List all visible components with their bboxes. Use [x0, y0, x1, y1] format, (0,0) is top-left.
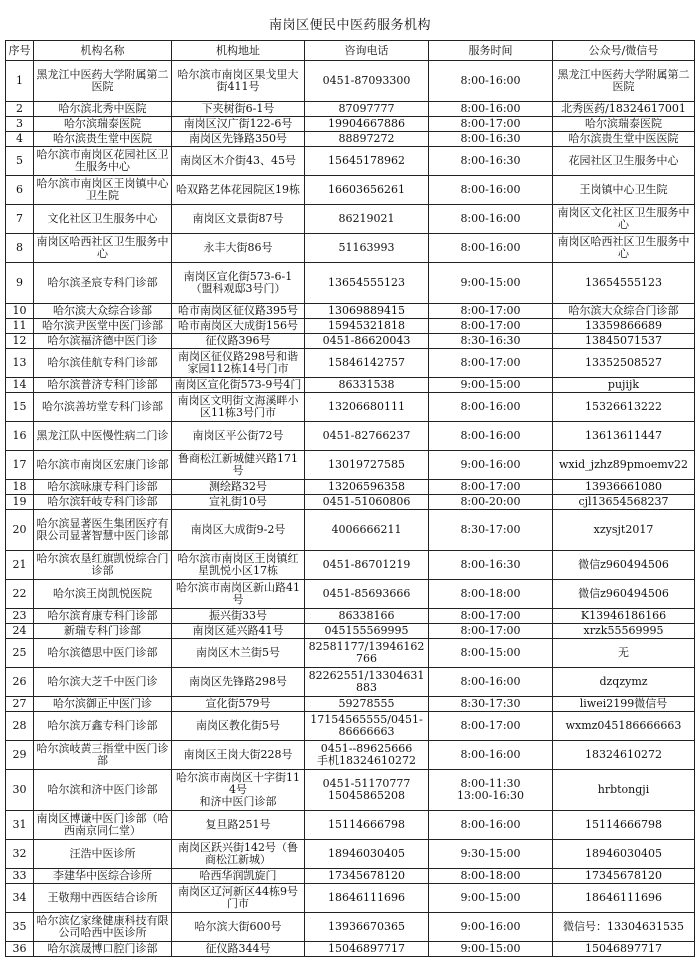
cell-address: 哈市南岗区大成街156号 — [172, 319, 305, 334]
cell-index: 19 — [6, 495, 34, 510]
cell-hours: 9:00-15:00 — [429, 942, 553, 957]
cell-address: 南岗区木兰街5号 — [172, 639, 305, 668]
cell-phone: 88897272 — [305, 132, 429, 147]
cell-phone: 13206680111 — [305, 393, 429, 422]
cell-index: 4 — [6, 132, 34, 147]
cell-index: 1 — [6, 61, 34, 102]
cell-name: 哈尔滨王岗凯悦医院 — [34, 580, 172, 609]
cell-hours: 8:00-17:00 — [429, 349, 553, 378]
cell-index: 32 — [6, 840, 34, 869]
cell-address: 征仪路396号 — [172, 334, 305, 349]
header-index: 序号 — [6, 41, 34, 61]
cell-address: 哈双路艺体花园院区19栋 — [172, 176, 305, 205]
cell-name: 哈尔滨岐黄三指堂中医门诊部 — [34, 741, 172, 770]
cell-wechat: 18324610272 — [553, 741, 695, 770]
cell-hours: 8:00-16:00 — [429, 393, 553, 422]
cell-name: 汪浩中医诊所 — [34, 840, 172, 869]
cell-index: 30 — [6, 770, 34, 811]
cell-wechat: 15326613222 — [553, 393, 695, 422]
table-row — [6, 712, 695, 741]
cell-index: 34 — [6, 884, 34, 913]
cell-hours: 8:00-16:30 — [429, 132, 553, 147]
cell-wechat: liwei2199微信号 — [553, 697, 695, 712]
cell-phone: 87097777 — [305, 102, 429, 117]
cell-hours: 8:00-16:00 — [429, 234, 553, 263]
cell-wechat: wxmz045186666663 — [553, 712, 695, 741]
cell-hours: 8:00-16:00 — [429, 422, 553, 451]
cell-index: 8 — [6, 234, 34, 263]
cell-address: 振兴街33号 — [172, 609, 305, 624]
cell-index: 10 — [6, 304, 34, 319]
cell-phone: 18646111696 — [305, 884, 429, 913]
cell-address: 哈西华润凯旋门 — [172, 869, 305, 884]
table-row — [6, 510, 695, 551]
header-phone: 咨询电话 — [305, 41, 429, 61]
cell-hours: 8:00-17:00 — [429, 609, 553, 624]
cell-address: 哈尔滨市南岗区果戈里大街411号 — [172, 61, 305, 102]
cell-phone: 15114666798 — [305, 811, 429, 840]
table-row — [6, 942, 695, 957]
cell-phone: 4006666211 — [305, 510, 429, 551]
cell-name: 王敬翔中西医结合诊所 — [34, 884, 172, 913]
cell-hours: 8:00-17:00 — [429, 712, 553, 741]
table-row — [6, 697, 695, 712]
cell-hours: 8:00-17:00 — [429, 624, 553, 639]
cell-wechat: 13613611447 — [553, 422, 695, 451]
cell-address: 南岗区木介街43、45号 — [172, 147, 305, 176]
header-name: 机构名称 — [34, 41, 172, 61]
table-row — [6, 639, 695, 668]
cell-index: 16 — [6, 422, 34, 451]
cell-wechat: 黑龙江中医药大学附属第二医院 — [553, 61, 695, 102]
cell-address: 南岗区延兴路41号 — [172, 624, 305, 639]
cell-phone: 51163993 — [305, 234, 429, 263]
cell-wechat: 南岗区哈西社区卫生服务中心 — [553, 234, 695, 263]
cell-wechat: 哈尔滨大众综合门诊部 — [553, 304, 695, 319]
table-row — [6, 263, 695, 304]
cell-phone: 13206596358 — [305, 480, 429, 495]
cell-name: 哈尔滨晟博口腔门诊部 — [34, 942, 172, 957]
table-header-row — [6, 41, 695, 61]
cell-hours: 8:00-15:00 — [429, 639, 553, 668]
cell-address: 哈尔滨市南岗区王岗镇红星凯悦小区17栋 — [172, 551, 305, 580]
cell-name: 李建华中医综合诊所 — [34, 869, 172, 884]
table-row — [6, 378, 695, 393]
cell-name: 文化社区卫生服务中心 — [34, 205, 172, 234]
cell-name: 哈尔滨咏康专科门诊部 — [34, 480, 172, 495]
cell-address: 哈市南岗区征仪路395号 — [172, 304, 305, 319]
cell-name: 哈尔滨德思中医门诊部 — [34, 639, 172, 668]
cell-index: 23 — [6, 609, 34, 624]
cell-index: 3 — [6, 117, 34, 132]
cell-phone: 0451-86620043 — [305, 334, 429, 349]
table-row — [6, 147, 695, 176]
table-row — [6, 234, 695, 263]
cell-address: 南岗区征仪路298号和谐家园112栋14号门市 — [172, 349, 305, 378]
table-row — [6, 580, 695, 609]
cell-name: 哈尔滨瑞泰医院 — [34, 117, 172, 132]
table-body — [6, 61, 695, 957]
cell-name: 哈尔滨农垦红旗凯悦综合门诊部 — [34, 551, 172, 580]
cell-phone: 19904667886 — [305, 117, 429, 132]
cell-index: 21 — [6, 551, 34, 580]
table-row — [6, 811, 695, 840]
table-row — [6, 884, 695, 913]
cell-name: 哈尔滨市南岗区花园社区卫生服务中心 — [34, 147, 172, 176]
cell-name: 新瑞专科门诊部 — [34, 624, 172, 639]
table-row — [6, 61, 695, 102]
cell-phone: 15945321818 — [305, 319, 429, 334]
cell-wechat: 哈尔滨贵生堂中医医院 — [553, 132, 695, 147]
header-address: 机构地址 — [172, 41, 305, 61]
cell-hours: 8:00-16:30 — [429, 551, 553, 580]
table-row — [6, 451, 695, 480]
cell-address: 南岗区辽河新区44栋9号门市 — [172, 884, 305, 913]
cell-phone: 13654555123 — [305, 263, 429, 304]
cell-index: 13 — [6, 349, 34, 378]
cell-phone: 86219021 — [305, 205, 429, 234]
cell-phone: 17154565555/0451-86666663 — [305, 712, 429, 741]
cell-phone: 15046897717 — [305, 942, 429, 957]
cell-phone: 82581177/13946162766 — [305, 639, 429, 668]
cell-phone: 0451-82766237 — [305, 422, 429, 451]
cell-address: 南岗区大成街9-2号 — [172, 510, 305, 551]
table-row — [6, 609, 695, 624]
cell-index: 28 — [6, 712, 34, 741]
cell-address: 南岗区平公街72号 — [172, 422, 305, 451]
cell-hours: 8:00-17:00 — [429, 480, 553, 495]
table-row — [6, 480, 695, 495]
cell-name: 哈尔滨市南岗区王岗镇中心卫生院 — [34, 176, 172, 205]
cell-wechat: 13352508527 — [553, 349, 695, 378]
cell-wechat: 北秀医药/18324617001 — [553, 102, 695, 117]
cell-address: 征仪路344号 — [172, 942, 305, 957]
cell-name: 哈尔滨亿家缘健康科技有限公司哈西中医诊所 — [34, 913, 172, 942]
cell-wechat: 哈尔滨瑞泰医院 — [553, 117, 695, 132]
cell-phone: 0451-87093300 — [305, 61, 429, 102]
cell-address: 南岗区文景街87号 — [172, 205, 305, 234]
table-row — [6, 102, 695, 117]
cell-index: 9 — [6, 263, 34, 304]
cell-index: 33 — [6, 869, 34, 884]
cell-index: 31 — [6, 811, 34, 840]
cell-hours: 8:00-16:00 — [429, 668, 553, 697]
cell-phone: 0451-85693666 — [305, 580, 429, 609]
cell-name: 南岗区哈西社区卫生服务中心 — [34, 234, 172, 263]
cell-address: 南岗区文明街文海溪畔小区11栋3号门市 — [172, 393, 305, 422]
cell-phone: 15645178962 — [305, 147, 429, 176]
table-row — [6, 551, 695, 580]
cell-name: 哈尔滨大芝千中医门诊 — [34, 668, 172, 697]
cell-address: 南岗区教化街5号 — [172, 712, 305, 741]
cell-index: 26 — [6, 668, 34, 697]
cell-wechat: 13845071537 — [553, 334, 695, 349]
table-row — [6, 913, 695, 942]
cell-index: 25 — [6, 639, 34, 668]
table-row — [6, 176, 695, 205]
cell-phone: 16603656261 — [305, 176, 429, 205]
cell-address: 复旦路251号 — [172, 811, 305, 840]
cell-wechat: dzqzymz — [553, 668, 695, 697]
cell-hours: 8:00-16:30 — [429, 147, 553, 176]
cell-address: 南岗区王岗大街228号 — [172, 741, 305, 770]
cell-wechat: 18946030405 — [553, 840, 695, 869]
cell-hours: 8:00-16:00 — [429, 205, 553, 234]
cell-hours: 9:00-15:00 — [429, 263, 553, 304]
table-row — [6, 495, 695, 510]
cell-phone: 59278555 — [305, 697, 429, 712]
table-row — [6, 770, 695, 811]
cell-index: 5 — [6, 147, 34, 176]
cell-address: 宣化街579号 — [172, 697, 305, 712]
cell-index: 36 — [6, 942, 34, 957]
cell-index: 18 — [6, 480, 34, 495]
table-row — [6, 205, 695, 234]
cell-index: 29 — [6, 741, 34, 770]
cell-index: 7 — [6, 205, 34, 234]
cell-phone: 13019727585 — [305, 451, 429, 480]
cell-name: 黑龙江队中医慢性病二门诊 — [34, 422, 172, 451]
cell-hours: 9:00-16:00 — [429, 451, 553, 480]
cell-phone: 13069889415 — [305, 304, 429, 319]
table-row — [6, 117, 695, 132]
cell-address: 南岗区宣化街573-6-1 （盟科观邸3号门） — [172, 263, 305, 304]
cell-phone: 86338166 — [305, 609, 429, 624]
cell-wechat: pujijk — [553, 378, 695, 393]
cell-name: 哈尔滨佳航专科门诊部 — [34, 349, 172, 378]
cell-name: 南岗区博谦中医门诊部（哈西南京同仁堂） — [34, 811, 172, 840]
cell-address: 测绘路32号 — [172, 480, 305, 495]
cell-index: 2 — [6, 102, 34, 117]
cell-phone: 045155569995 — [305, 624, 429, 639]
cell-wechat: 13936661080 — [553, 480, 695, 495]
cell-hours: 8:00-16:00 — [429, 741, 553, 770]
cell-phone: 17345678120 — [305, 869, 429, 884]
cell-wechat: 微信z960494506 — [553, 580, 695, 609]
cell-name: 哈尔滨轩岐专科门诊部 — [34, 495, 172, 510]
cell-name: 哈尔滨普济专科门诊部 — [34, 378, 172, 393]
cell-address: 南岗区先锋路298号 — [172, 668, 305, 697]
header-hours: 服务时间 — [429, 41, 553, 61]
page-title: 南岗区便民中医药服务机构 — [268, 18, 431, 33]
cell-address: 永丰大街86号 — [172, 234, 305, 263]
cell-index: 12 — [6, 334, 34, 349]
cell-name: 哈尔滨育康专科门诊部 — [34, 609, 172, 624]
cell-name: 哈尔滨大众综合诊部 — [34, 304, 172, 319]
cell-hours: 8:00-11:30 13:00-16:30 — [429, 770, 553, 811]
table-row — [6, 869, 695, 884]
cell-wechat: cjl13654568237 — [553, 495, 695, 510]
cell-address: 南岗区汉广街122-6号 — [172, 117, 305, 132]
cell-index: 14 — [6, 378, 34, 393]
cell-name: 哈尔滨圣宸专科门诊部 — [34, 263, 172, 304]
cell-hours: 9:00-16:00 — [429, 913, 553, 942]
cell-index: 22 — [6, 580, 34, 609]
cell-wechat: 13654555123 — [553, 263, 695, 304]
cell-hours: 8:30-16:30 — [429, 334, 553, 349]
header-wechat: 公众号/微信号 — [553, 41, 695, 61]
cell-wechat: hrbtongji — [553, 770, 695, 811]
cell-name: 哈尔滨显著医生集团医疗有限公司显著智慧中医门诊部 — [34, 510, 172, 551]
cell-hours: 9:30-15:00 — [429, 840, 553, 869]
cell-wechat: wxid_jzhz89pmoemv22 — [553, 451, 695, 480]
table-row — [6, 304, 695, 319]
cell-hours: 8:00-18:00 — [429, 869, 553, 884]
cell-hours: 9:00-15:00 — [429, 378, 553, 393]
cell-phone: 82262551/13304631883 — [305, 668, 429, 697]
table-row — [6, 349, 695, 378]
table-row — [6, 334, 695, 349]
cell-index: 6 — [6, 176, 34, 205]
cell-phone: 0451-51060806 — [305, 495, 429, 510]
cell-wechat: K13946186166 — [553, 609, 695, 624]
cell-address: 哈尔滨市南岗区十字街114号 和济中医门诊部 — [172, 770, 305, 811]
cell-hours: 8:30-17:30 — [429, 697, 553, 712]
cell-hours: 8:00-17:00 — [429, 304, 553, 319]
cell-hours: 8:00-16:00 — [429, 811, 553, 840]
table-row — [6, 741, 695, 770]
cell-wechat: xzysjt2017 — [553, 510, 695, 551]
cell-index: 24 — [6, 624, 34, 639]
cell-name: 哈尔滨北秀中医院 — [34, 102, 172, 117]
table-row — [6, 668, 695, 697]
cell-address: 下夹树街6-1号 — [172, 102, 305, 117]
cell-index: 27 — [6, 697, 34, 712]
cell-wechat: 18646111696 — [553, 884, 695, 913]
cell-address: 南岗区宣化街573-9号4门 — [172, 378, 305, 393]
cell-name: 哈尔滨善坊堂专科门诊部 — [34, 393, 172, 422]
cell-wechat: 无 — [553, 639, 695, 668]
cell-hours: 8:00-17:00 — [429, 319, 553, 334]
cell-wechat: 13359866689 — [553, 319, 695, 334]
cell-name: 哈尔滨贵生堂中医院 — [34, 132, 172, 147]
cell-phone: 0451-51170777 15045865208 — [305, 770, 429, 811]
cell-hours: 8:00-18:00 — [429, 580, 553, 609]
cell-name: 哈尔滨尹医堂中医门诊部 — [34, 319, 172, 334]
cell-name: 哈尔滨御正中医门诊 — [34, 697, 172, 712]
cell-hours: 8:00-20:00 — [429, 495, 553, 510]
cell-phone: 0451--89625666 手机18324610272 — [305, 741, 429, 770]
table-row — [6, 624, 695, 639]
table-row — [6, 319, 695, 334]
cell-wechat: 花园社区卫生服务中心 — [553, 147, 695, 176]
cell-address: 哈尔滨大街600号 — [172, 913, 305, 942]
cell-address: 宣礼街10号 — [172, 495, 305, 510]
table-row — [6, 840, 695, 869]
cell-index: 35 — [6, 913, 34, 942]
cell-wechat: 微信号：13304631535 — [553, 913, 695, 942]
cell-hours: 8:00-17:00 — [429, 117, 553, 132]
cell-phone: 15846142757 — [305, 349, 429, 378]
cell-index: 11 — [6, 319, 34, 334]
cell-hours: 8:30-17:00 — [429, 510, 553, 551]
cell-address: 南岗区跃兴街142号（鲁商松江新城） — [172, 840, 305, 869]
cell-index: 15 — [6, 393, 34, 422]
institution-table — [5, 40, 695, 957]
table-row — [6, 393, 695, 422]
cell-hours: 8:00-16:00 — [429, 61, 553, 102]
cell-wechat: 南岗区文化社区卫生服务中心 — [553, 205, 695, 234]
table-row — [6, 132, 695, 147]
cell-hours: 9:00-15:00 — [429, 884, 553, 913]
cell-phone: 86331538 — [305, 378, 429, 393]
cell-wechat: xrzk55569995 — [553, 624, 695, 639]
cell-wechat: 微信z960494506 — [553, 551, 695, 580]
cell-index: 17 — [6, 451, 34, 480]
cell-name: 哈尔滨和济中医门诊部 — [34, 770, 172, 811]
cell-phone: 13936670365 — [305, 913, 429, 942]
cell-name: 哈尔滨市南岗区宏康门诊部 — [34, 451, 172, 480]
cell-hours: 8:00-16:00 — [429, 176, 553, 205]
cell-wechat: 王岗镇中心卫生院 — [553, 176, 695, 205]
cell-phone: 18946030405 — [305, 840, 429, 869]
cell-wechat: 15046897717 — [553, 942, 695, 957]
cell-address: 哈尔滨市南岗区新山路41号 — [172, 580, 305, 609]
cell-index: 20 — [6, 510, 34, 551]
table-row — [6, 422, 695, 451]
cell-name: 哈尔滨万鑫专科门诊部 — [34, 712, 172, 741]
cell-name: 黑龙江中医药大学附属第二医院 — [34, 61, 172, 102]
cell-name: 哈尔滨福济德中医门诊 — [34, 334, 172, 349]
cell-address: 南岗区先锋路350号 — [172, 132, 305, 147]
cell-wechat: 17345678120 — [553, 869, 695, 884]
cell-hours: 8:00-16:00 — [429, 102, 553, 117]
cell-address: 鲁商松江新城健兴路171号 — [172, 451, 305, 480]
cell-phone: 0451-86701219 — [305, 551, 429, 580]
cell-wechat: 15114666798 — [553, 811, 695, 840]
